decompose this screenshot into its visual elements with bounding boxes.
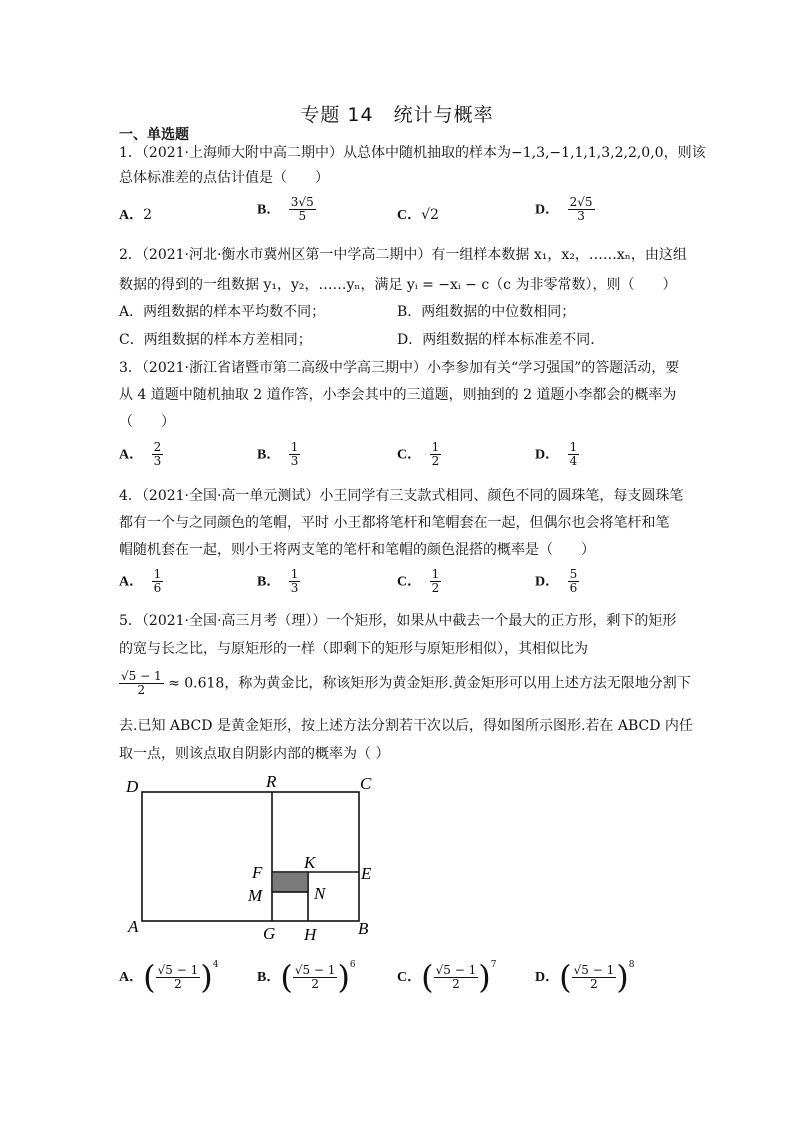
label-r: R [266, 772, 277, 791]
q1-option-b: B． $\frac{3√5}{5}$ [257, 195, 314, 223]
q5-option-c: C．( $\frac{√5 - 1}{2}$ )$^7$ [397, 958, 497, 996]
q5-option-a: A．( $\frac{√5 - 1}{2}$ )$^4$ [119, 958, 219, 996]
q1-option-a: A．2 [119, 207, 153, 223]
label-g: G [263, 924, 276, 943]
q4-option-a: A． $\frac{1}{6}$ [119, 567, 162, 595]
q5-line4: 去.已知 ABCD 是黄金矩形，按上述方法分割若干次以后，得如图所示图形.若在 ABCD 内任 [119, 718, 693, 734]
q1-option-d: D． $\frac{2√5}{3}$ [535, 195, 593, 223]
q3-line2: 从 4 道题中随机抽取 2 道作答，小李会其中的三道题，则抽到的 2 道题小李都会的概率为 [119, 387, 677, 403]
label-d: D [126, 777, 139, 796]
q2-option-a: A．两组数据的样本平均数不同； [119, 304, 326, 320]
q3-option-b: B． $\frac{1}{3}$ [257, 440, 299, 468]
page-title: 专题 14 统计与概率 [300, 104, 494, 126]
q3-line3: （ ） [119, 414, 175, 430]
shaded-region [272, 872, 308, 892]
label-b: B [358, 919, 369, 938]
golden-rectangle-figure [120, 772, 390, 944]
q5-line1: 5．（2021·全国·高三月考（理））一个矩形，如果从中截去一个最大的正方形，剩下的矩形 [119, 613, 677, 629]
q5-option-b: B．( $\frac{√5 - 1}{2}$ )$^6$ [257, 958, 356, 996]
q2-line1: 2．（2021·河北·衡水市冀州区第一中学高二期中）有一组样本数据 x₁，x₂，……xₙ，由这组 [119, 247, 687, 263]
label-k: K [304, 853, 316, 872]
label-a: A [128, 917, 139, 936]
q1-option-c: C．√2 [397, 207, 439, 223]
q4-option-d: D． $\frac{5}{6}$ [535, 567, 578, 595]
q2-option-c: C．两组数据的样本方差相同； [119, 332, 312, 348]
q2-option-d: D．两组数据的样本标准差不同. [397, 332, 595, 348]
q2-option-b: B．两组数据的中位数相同； [397, 304, 576, 320]
q3-option-c: C． $\frac{1}{2}$ [397, 440, 440, 468]
label-n: N [314, 884, 326, 903]
q4-option-c: C． $\frac{1}{2}$ [397, 567, 440, 595]
label-m: M [248, 886, 263, 905]
section-heading: 一、单选题 [119, 127, 189, 143]
label-c: C [360, 774, 372, 793]
q3-option-a: A． $\frac{2}{3}$ [119, 440, 162, 468]
q3-option-d: D． $\frac{1}{4}$ [535, 440, 578, 468]
q3-line1: 3．（2021·浙江省诸暨市第二高级中学高三期中）小李参加有关“学习强国”的答题活动，要 [119, 360, 680, 376]
q1-line2: 总体标准差的点估计值是（ ） [119, 170, 329, 186]
q4-line1: 4．（2021·全国·高一单元测试）小王同学有三支款式相同、颜色不同的圆珠笔，每支圆珠笔 [119, 488, 684, 504]
label-h: H [304, 925, 317, 944]
q5-line2: 的宽与长之比，与原矩形的一样（即剩下的矩形与原矩形相似），其相似比为 [119, 641, 588, 657]
q5-line3: $\frac{√5 - 1}{2}$ ≈ 0.618，称为黄金比，称该矩形为黄金矩形.黄金矩形可以用上述方法无限地分割下 [121, 669, 691, 697]
q1-line1: 1．（2021·上海师大附中高二期中）从总体中随机抽取的样本为−1,3,−1,1,1,3,2,2,0,0，则该 [119, 145, 706, 161]
q5-option-d: D．( $\frac{√5 - 1}{2}$ )$^8$ [535, 958, 635, 996]
label-e: E [361, 864, 372, 883]
q5-line5: 取一点，则该点取自阴影内部的概率为（ ） [119, 746, 390, 762]
label-f: F [252, 863, 263, 882]
q4-option-b: B． $\frac{1}{3}$ [257, 567, 299, 595]
q2-line2: 数据的得到的一组数据 y₁，y₂，……yₙ，满足 yᵢ = −xᵢ − c（c 为非零常数），则（ ） [119, 277, 677, 293]
q4-line2: 都有一个与之同颜色的笔帽，平时 小王都将笔杆和笔帽套在一起，但偶尔也会将笔杆和笔 [119, 515, 670, 531]
q4-line3: 帽随机套在一起，则小王将两支笔的笔杆和笔帽的颜色混搭的概率是（ ） [119, 542, 595, 558]
